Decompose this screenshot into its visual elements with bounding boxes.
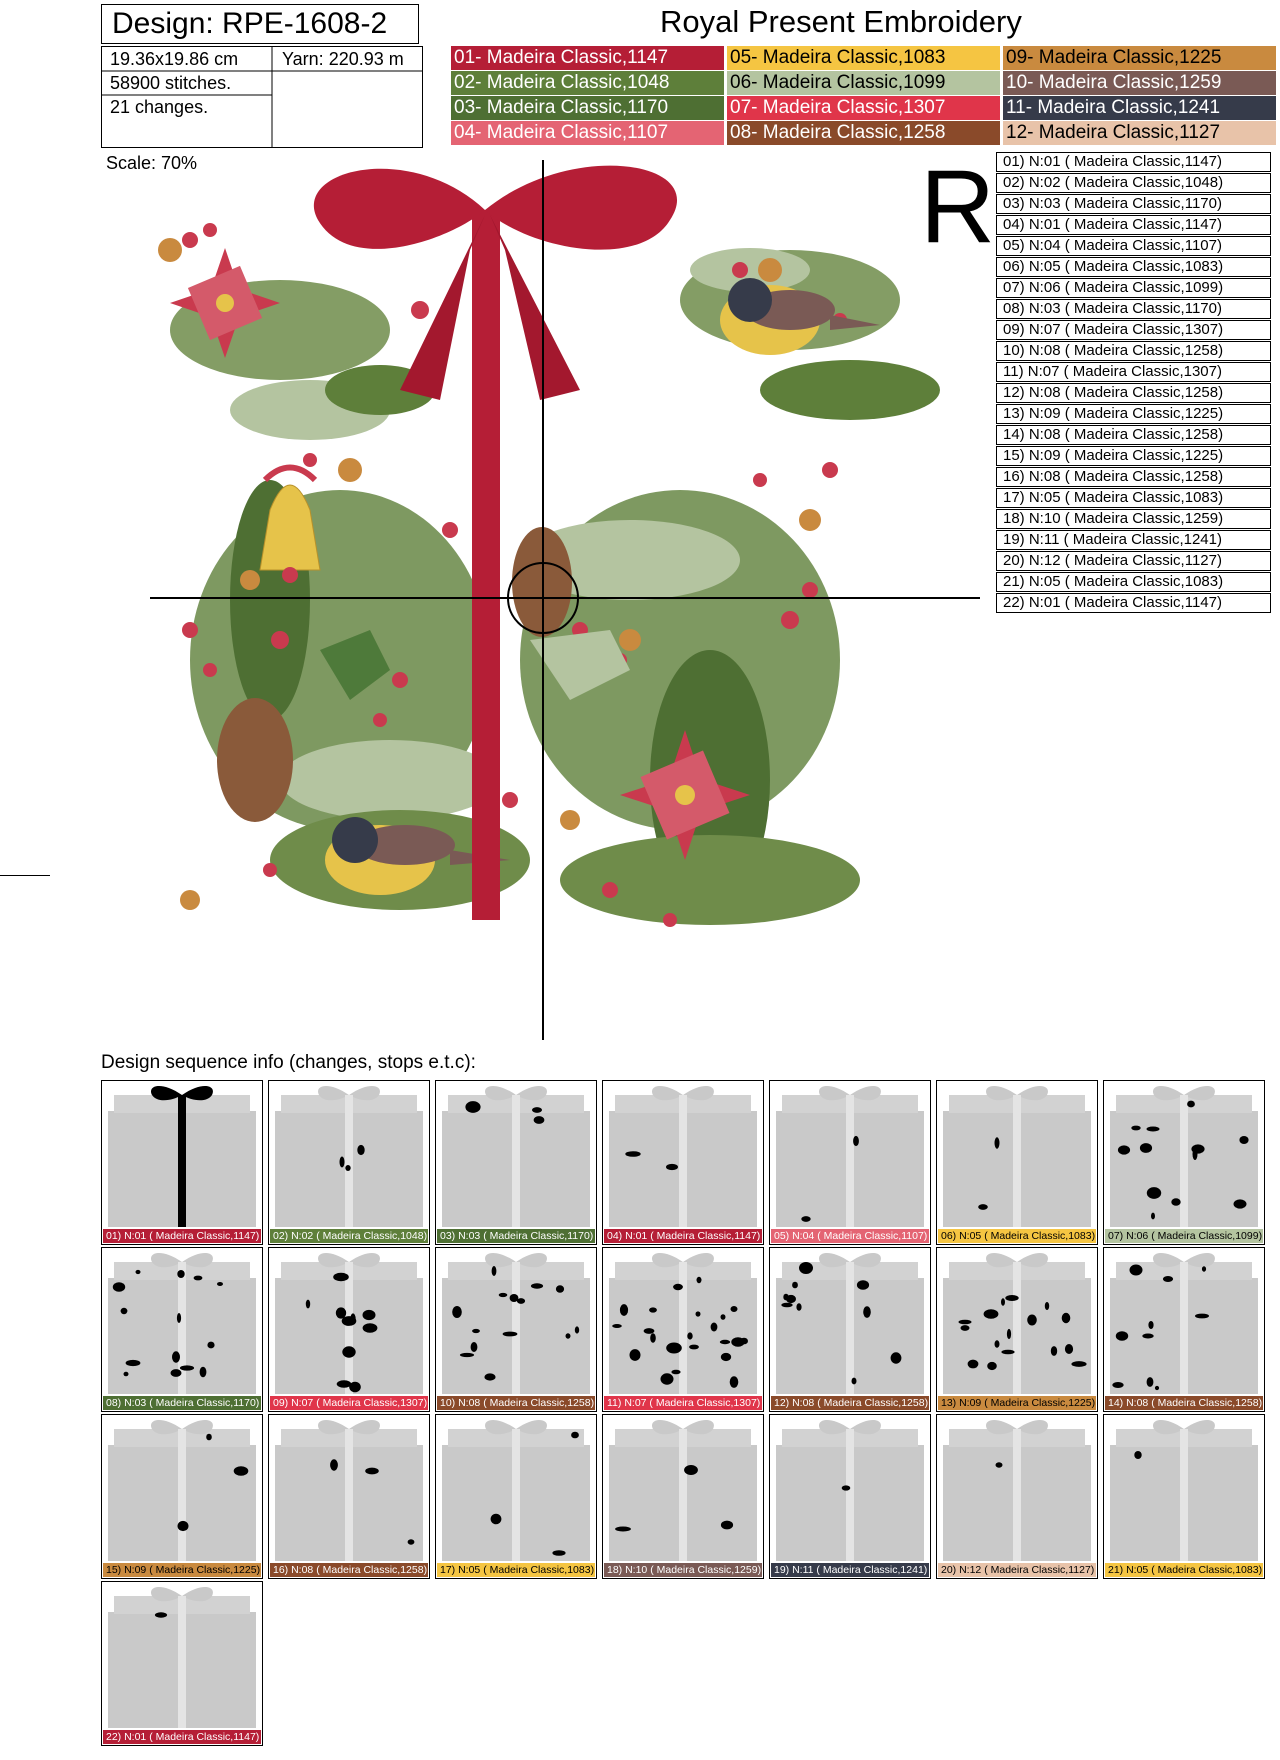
thumbnail-label: 10) N:08 ( Madeira Classic,1258) (437, 1396, 595, 1410)
thread-swatch: 11- Madeira Classic,1241 (1003, 96, 1276, 120)
sequence-row: 05) N:04 ( Madeira Classic,1107) (996, 236, 1271, 256)
sequence-row: 09) N:07 ( Madeira Classic,1307) (996, 320, 1271, 340)
thumbnail-design-silhouette (770, 1248, 930, 1396)
sequence-thumbnail (602, 1414, 764, 1579)
scale-label: Scale: 70% (106, 153, 198, 173)
thumbnail-label: 05) N:04 ( Madeira Classic,1107) (771, 1229, 929, 1243)
sequence-row: 18) N:10 ( Madeira Classic,1259) (996, 509, 1271, 529)
thumbnail-design-silhouette (937, 1081, 1097, 1229)
sequence-thumbnail (101, 1247, 263, 1412)
sequence-row: 13) N:09 ( Madeira Classic,1225) (996, 404, 1271, 424)
thumbnail-design-silhouette (436, 1081, 596, 1229)
thumbnail-design-silhouette (770, 1081, 930, 1229)
sequence-thumbnail (769, 1080, 931, 1245)
foliage-bottom-right (520, 490, 860, 925)
thumbnail-design-silhouette (102, 1248, 262, 1396)
thumbnail-design-silhouette (436, 1248, 596, 1396)
sequence-row: 12) N:08 ( Madeira Classic,1258) (996, 383, 1271, 403)
reference-tick (0, 875, 50, 876)
sequence-row: 04) N:01 ( Madeira Classic,1147) (996, 215, 1271, 235)
thumbnail-label: 22) N:01 ( Madeira Classic,1147) (103, 1730, 261, 1744)
sequence-thumbnail (268, 1247, 430, 1412)
thumbnail-label: 14) N:08 ( Madeira Classic,1258) (1105, 1396, 1263, 1410)
thread-swatch: 06- Madeira Classic,1099 (727, 71, 1000, 95)
thumbnail-label: 15) N:09 ( Madeira Classic,1225) (103, 1563, 261, 1577)
thread-palette (451, 46, 1276, 148)
sequence-row: 15) N:09 ( Madeira Classic,1225) (996, 446, 1271, 466)
sequence-thumbnail (1103, 1080, 1265, 1245)
sequence-row: 01) N:01 ( Madeira Classic,1147) (996, 152, 1271, 172)
brand-title: Royal Present Embroidery (660, 4, 1022, 39)
thumbnail-label: 20) N:12 ( Madeira Classic,1127) (938, 1563, 1096, 1577)
thumbnail-label: 09) N:07 ( Madeira Classic,1307) (270, 1396, 428, 1410)
sequence-thumbnail (435, 1080, 597, 1245)
change-count: 21 changes. (110, 97, 209, 117)
sequence-row: 16) N:08 ( Madeira Classic,1258) (996, 467, 1271, 487)
sequence-row: 02) N:02 ( Madeira Classic,1048) (996, 173, 1271, 193)
sequence-thumbnail (435, 1247, 597, 1412)
sequence-row: 06) N:05 ( Madeira Classic,1083) (996, 257, 1271, 277)
sequence-thumbnail (101, 1581, 263, 1746)
yarn-length: Yarn: 220.93 m (282, 49, 404, 69)
sequence-thumbnail (936, 1247, 1098, 1412)
thumbnail-design-silhouette (102, 1582, 262, 1730)
sequence-row: 07) N:06 ( Madeira Classic,1099) (996, 278, 1271, 298)
thread-swatch: 01- Madeira Classic,1147 (451, 46, 724, 70)
sequence-row: 03) N:03 ( Madeira Classic,1170) (996, 194, 1271, 214)
thumbnail-design-silhouette (603, 1081, 763, 1229)
design-title-box (101, 4, 419, 44)
sequence-thumbnail (268, 1414, 430, 1579)
sequence-row: 14) N:08 ( Madeira Classic,1258) (996, 425, 1271, 445)
thumbnail-design-silhouette (102, 1081, 262, 1229)
sequence-thumbnail (435, 1414, 597, 1579)
thumbnail-label: 13) N:09 ( Madeira Classic,1225) (938, 1396, 1096, 1410)
design-stats-grid (101, 46, 423, 148)
sequence-row: 19) N:11 ( Madeira Classic,1241) (996, 530, 1271, 550)
thumbnail-design-silhouette (937, 1248, 1097, 1396)
thumbnail-label: 08) N:03 ( Madeira Classic,1170) (103, 1396, 261, 1410)
sequence-thumbnail (1103, 1247, 1265, 1412)
thumbnail-design-silhouette (1104, 1415, 1264, 1563)
sequence-row: 21) N:05 ( Madeira Classic,1083) (996, 572, 1271, 592)
sequence-row: 10) N:08 ( Madeira Classic,1258) (996, 341, 1271, 361)
thread-swatch: 07- Madeira Classic,1307 (727, 96, 1000, 120)
sequence-thumbnail (268, 1080, 430, 1245)
thumbnail-label: 19) N:11 ( Madeira Classic,1241) (771, 1563, 929, 1577)
sequence-row: 17) N:05 ( Madeira Classic,1083) (996, 488, 1271, 508)
sequence-thumbnail (101, 1414, 263, 1579)
thread-swatch: 08- Madeira Classic,1258 (727, 121, 1000, 145)
color-sequence-list (996, 152, 1271, 614)
sequence-thumbnail (1103, 1414, 1265, 1579)
thumbnail-label: 06) N:05 ( Madeira Classic,1083) (938, 1229, 1096, 1243)
sequence-thumbnail (602, 1080, 764, 1245)
thumbnail-label: 12) N:08 ( Madeira Classic,1258) (771, 1396, 929, 1410)
sequence-title: Design sequence info (changes, stops e.t.c): (101, 1052, 476, 1073)
thumbnail-design-silhouette (436, 1415, 596, 1563)
thumbnail-design-silhouette (269, 1415, 429, 1563)
sequence-row: 08) N:03 ( Madeira Classic,1170) (996, 299, 1271, 319)
thread-swatch: 12- Madeira Classic,1127 (1003, 121, 1276, 145)
thread-swatch: 05- Madeira Classic,1083 (727, 46, 1000, 70)
thumbnail-label: 02) N:02 ( Madeira Classic,1048) (270, 1229, 428, 1243)
thumbnail-design-silhouette (1104, 1248, 1264, 1396)
thumbnail-design-silhouette (269, 1248, 429, 1396)
design-title: Design: RPE-1608-2 (112, 7, 388, 40)
thumbnail-design-silhouette (770, 1415, 930, 1563)
thumbnail-label: 17) N:05 ( Madeira Classic,1083) (437, 1563, 595, 1577)
thumbnail-label: 18) N:10 ( Madeira Classic,1259) (604, 1563, 762, 1577)
design-info-box (101, 4, 421, 146)
sequence-row: 22) N:01 ( Madeira Classic,1147) (996, 593, 1271, 613)
sequence-row: 20) N:12 ( Madeira Classic,1127) (996, 551, 1271, 571)
thumbnail-design-silhouette (1104, 1081, 1264, 1229)
thumbnail-label: 01) N:01 ( Madeira Classic,1147) (103, 1229, 261, 1243)
sequence-row: 11) N:07 ( Madeira Classic,1307) (996, 362, 1271, 382)
thumbnail-design-silhouette (937, 1415, 1097, 1563)
thumbnail-label: 07) N:06 ( Madeira Classic,1099) (1105, 1229, 1263, 1243)
rotation-indicator: R (920, 149, 996, 265)
design-size: 19.36x19.86 cm (110, 49, 239, 69)
thumbnail-label: 04) N:01 ( Madeira Classic,1147) (604, 1229, 762, 1243)
thread-swatch: 03- Madeira Classic,1170 (451, 96, 724, 120)
thread-swatch: 02- Madeira Classic,1048 (451, 71, 724, 95)
thumbnail-label: 16) N:08 ( Madeira Classic,1258) (270, 1563, 428, 1577)
sequence-thumbnail (769, 1247, 931, 1412)
thumbnail-design-silhouette (269, 1081, 429, 1229)
thread-swatch: 04- Madeira Classic,1107 (451, 121, 724, 145)
embroidery-design-preview (150, 160, 980, 1040)
thread-swatch: 09- Madeira Classic,1225 (1003, 46, 1276, 70)
sequence-thumbnail (101, 1080, 263, 1245)
thumbnail-label: 11) N:07 ( Madeira Classic,1307) (604, 1396, 762, 1410)
thumbnail-design-silhouette (102, 1415, 262, 1563)
sequence-thumbnail (769, 1414, 931, 1579)
thumbnail-design-silhouette (603, 1415, 763, 1563)
sequence-thumbnail (936, 1080, 1098, 1245)
pinecone-left (217, 698, 293, 822)
stitch-count: 58900 stitches. (110, 73, 232, 93)
thumbnail-label: 03) N:03 ( Madeira Classic,1170) (437, 1229, 595, 1243)
thumbnail-label: 21) N:05 ( Madeira Classic,1083) (1105, 1563, 1263, 1577)
thread-swatch: 10- Madeira Classic,1259 (1003, 71, 1276, 95)
sequence-thumbnail (936, 1414, 1098, 1579)
thumbnail-design-silhouette (603, 1248, 763, 1396)
sequence-thumbnail (602, 1247, 764, 1412)
